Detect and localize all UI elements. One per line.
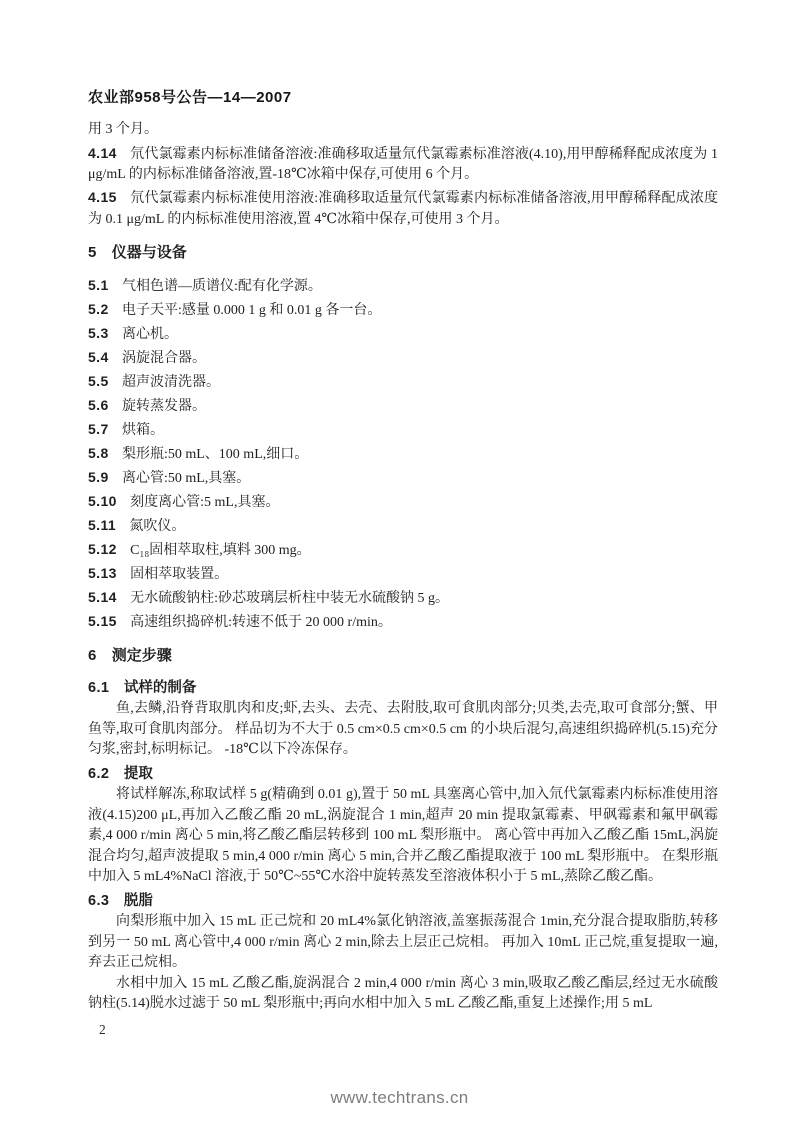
body-paragraph — [88, 699, 718, 761]
clause — [88, 539, 718, 562]
paragraph-text: 高速组织捣碎机:转速不低于 20 000 r/min。 — [130, 614, 392, 630]
paragraph-text: C₁₈固相萃取柱,填料 300 mg。 — [130, 542, 311, 558]
clause-number: 4.15 — [88, 189, 117, 205]
clause — [88, 299, 718, 322]
clause — [88, 611, 718, 634]
clause — [88, 563, 718, 586]
continuation-paragraph — [88, 120, 718, 141]
section-number: 6 — [88, 647, 97, 664]
clause-number: 5.13 — [88, 564, 117, 581]
clause-number: 5.10 — [88, 492, 117, 509]
clause-number: 5.12 — [88, 540, 117, 557]
document-content — [88, 120, 718, 1015]
clause — [88, 419, 718, 442]
clause — [88, 443, 718, 466]
paragraph-text: 梨形瓶:50 mL、100 mL,细口。 — [121, 446, 309, 462]
clause — [88, 347, 718, 370]
clause — [88, 275, 718, 298]
body-paragraph — [88, 912, 718, 974]
clause — [88, 587, 718, 610]
clause-number: 5.1 — [88, 276, 109, 293]
subsection-heading — [88, 678, 718, 699]
paragraph-text: 无水硫酸钠柱:砂芯玻璃层析柱中装无水硫酸钠 5 g。 — [130, 590, 450, 606]
clause — [88, 395, 718, 418]
section-heading — [88, 646, 718, 667]
clause — [88, 467, 718, 490]
clause-number: 5.6 — [88, 396, 109, 413]
clause — [88, 323, 718, 346]
clause-number: 5.14 — [88, 588, 117, 605]
section-title: 仪器与设备 — [111, 244, 187, 261]
clause-number: 5.11 — [88, 516, 117, 533]
clause-number: 5.7 — [88, 420, 109, 437]
paragraph-text: 超声波清洗器。 — [121, 374, 220, 390]
subsection-heading — [88, 891, 718, 912]
subsection-heading — [88, 764, 718, 785]
body-paragraph — [88, 974, 718, 1015]
paragraph-text: 固相萃取装置。 — [130, 566, 229, 582]
paragraph-text: 刻度离心管:5 mL,具塞。 — [130, 494, 280, 510]
clause-number: 4.14 — [88, 144, 117, 161]
clause-number: 5.3 — [88, 324, 109, 341]
paragraph-text: 旋转蒸发器。 — [121, 398, 206, 414]
paragraph-text: 氮吹仪。 — [129, 518, 186, 534]
clause-number: 5.8 — [88, 444, 109, 461]
clause-number: 5.9 — [88, 468, 109, 485]
paragraph-text: 涡旋混合器。 — [121, 350, 206, 366]
clause-number: 5.4 — [88, 348, 109, 365]
clause-number: 5.2 — [88, 300, 109, 317]
paragraph-text: 氘代氯霉素内标标准使用溶液:准确移取适量氘代氯霉素内标标准储备溶液,用甲醇稀释配成浓度为 0.1 μg/mL 的内标标准使用溶液,置 4℃冰箱中保存,可使用 3 个月。 — [88, 191, 718, 227]
paragraph-text: 鱼,去鳞,沿脊背取肌肉和皮;虾,去头、去壳、去附肢,取可食肌肉部分;贝类,去壳,取可食部分;蟹、甲鱼等,取可食肌肉部分。 样品切为不大于 0.5 cm×0.5 cm×0.5 cm 的小块后混匀,高速组织捣碎机(5.15)充分匀浆,密封,标明标记。 -18℃以下冷冻保存。 — [88, 701, 718, 757]
paragraph-text: 离心管:50 mL,具塞。 — [121, 470, 251, 486]
paragraph-text: 氘代氯霉素内标标准储备溶液:准确移取适量氘代氯霉素标准溶液(4.10),用甲醇稀释配成浓度为 1 μg/mL 的内标标准储备溶液,置-18℃冰箱中保存,可使用 6 个月。 — [88, 146, 718, 182]
clause-number: 5.15 — [88, 612, 117, 629]
watermark-url: www.techtrans.cn — [330, 1088, 469, 1107]
section-number: 5 — [88, 244, 97, 261]
section-number: 6.1 — [88, 679, 110, 696]
clause — [88, 515, 718, 538]
document-header: 农业部958号公告—14—2007 — [88, 89, 292, 106]
paragraph-text: 气相色谱—质谱仪:配有化学源。 — [121, 278, 322, 294]
paragraph-text: 用 3 个月。 — [88, 122, 158, 137]
subsection-title: 脱脂 — [123, 892, 153, 909]
section-title: 测定步骤 — [111, 647, 172, 664]
clause — [88, 491, 718, 514]
body-paragraph — [88, 785, 718, 888]
paragraph-text: 电子天平:感量 0.000 1 g 和 0.01 g 各一台。 — [121, 302, 382, 318]
paragraph-text: 烘箱。 — [121, 422, 164, 438]
subsection-title: 试样的制备 — [123, 679, 197, 696]
clause — [88, 143, 718, 186]
clause — [88, 371, 718, 394]
clause-number: 5.5 — [88, 372, 109, 389]
section-heading — [88, 243, 718, 264]
subsection-title: 提取 — [123, 765, 153, 782]
clause — [88, 187, 718, 230]
section-number: 6.3 — [88, 892, 110, 909]
paragraph-text: 水相中加入 15 mL 乙酸乙酯,旋涡混合 2 min,4 000 r/min 离心 3 min,吸取乙酸乙酯层,经过无水硫酸钠柱(5.14)脱水过滤于 50 mL 梨形瓶中;再向水相中加入 5 mL 乙酸乙酯,重复上述操作;用 5 mL — [88, 975, 718, 1011]
paragraph-text: 离心机。 — [121, 326, 178, 342]
paragraph-text: 向梨形瓶中加入 15 mL 正己烷和 20 mL4%氯化钠溶液,盖塞振荡混合 1min,充分混合提取脂肪,转移到另一 50 mL 离心管中,4 000 r/min 离心 2 min,除去上层正己烷相。 再加入 10mL 正己烷,重复提取一遍,弃去正己烷相。 — [88, 914, 718, 970]
section-number: 6.2 — [88, 765, 110, 782]
page-number: 2 — [99, 1022, 106, 1037]
paragraph-text: 将试样解冻,称取试样 5 g(精确到 0.01 g),置于 50 mL 具塞离心管中,加入氘代氯霉素内标标准使用溶液(4.15)200 μL,再加入乙酸乙酯 20 mL,涡旋混合 1 min,超声 20 min 提取氯霉素、甲砜霉素和氟甲砜霉素,4 000 r/min 离心 5 min,将乙酸乙酯层转移到 100 mL 梨形瓶中。 离心管中再加入乙酸乙酯 15mL,涡旋混合均匀,超声波提取 5 min,4 000 r/min 离心 5 min,合并乙酸乙酯提取液于 100 mL 梨形瓶中。 在梨形瓶中加入 5 mL4%NaCl 溶液,于 50℃~55℃水浴中旋转蒸发至溶液体积小于 5 mL,蒸除乙酸乙酯。 — [88, 787, 718, 884]
